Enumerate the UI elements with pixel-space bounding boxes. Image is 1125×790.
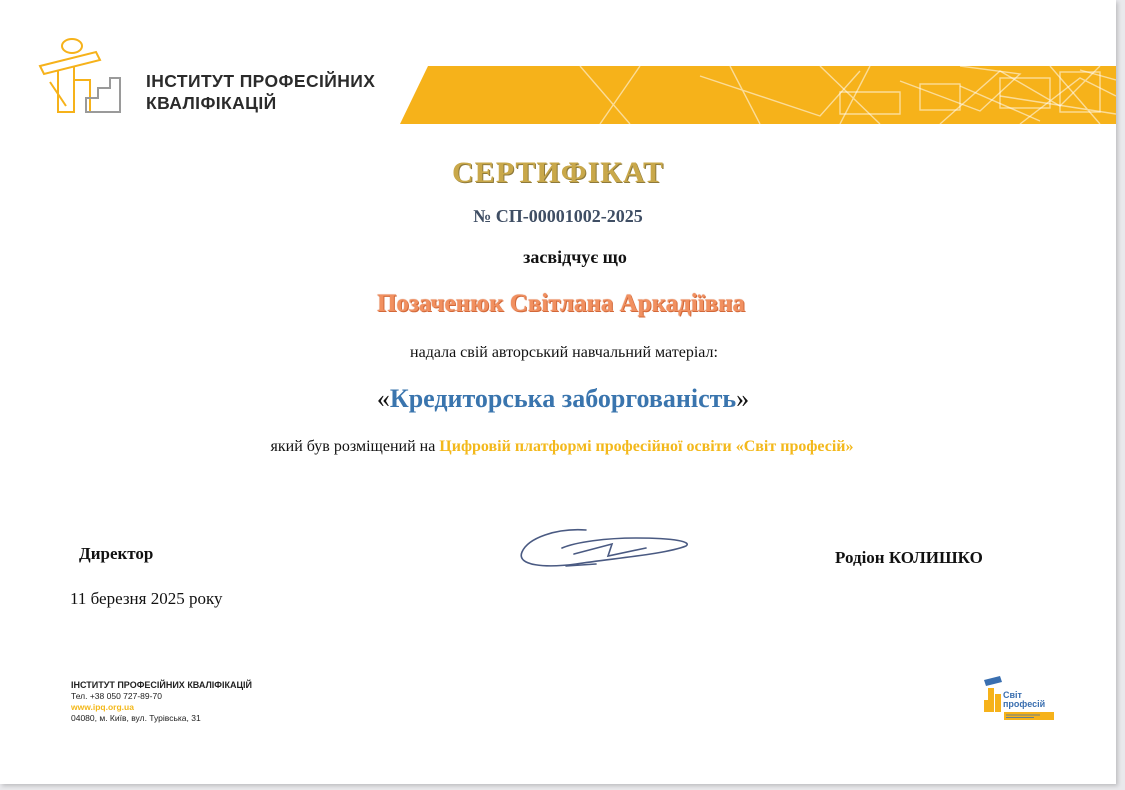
certificate-title: СЕРТИФІКАТ (452, 156, 664, 189)
quote-close: » (736, 384, 750, 413)
footer-org-name: ІНСТИТУТ ПРОФЕСІЙНИХ КВАЛІФІКАЦІЙ (71, 680, 253, 690)
certifies-text: засвідчує що (523, 247, 627, 267)
signature-icon (516, 524, 692, 574)
footer-contacts (71, 680, 252, 724)
institute-name-line2: КВАЛІФІКАЦІЙ (146, 93, 277, 113)
placement-line (0, 438, 1116, 456)
svit-logo-line1: Світ (1003, 690, 1022, 700)
svit-logo-line2: професій (1003, 699, 1046, 709)
institute-logo-icon (36, 36, 122, 116)
submitted-text: надала свій авторський навчальний матеріал: (410, 344, 718, 361)
signer-name: Родіон КОЛИШКО (835, 548, 983, 567)
material-title: Кредиторська заборгованість (389, 384, 737, 413)
certificate-number: № СП-00001002-2025 (473, 206, 643, 226)
footer-phone: Тел. +38 050 727-89-70 (71, 691, 162, 701)
header-decorative-band (400, 66, 1116, 124)
svit-profesii-logo-text (1003, 691, 1045, 709)
director-role: Директор (79, 544, 154, 563)
material-line (0, 384, 1116, 414)
placed-text: який був розміщений на (270, 438, 440, 455)
footer-website-link[interactable]: www.ipq.org.ua (71, 702, 134, 712)
platform-name: Цифровій платформі професійної освіти «Світ професій» (439, 438, 854, 455)
quote-open: « (376, 384, 390, 413)
institute-name-line1: ІНСТИТУТ ПРОФЕСІЙНИХ (146, 71, 376, 91)
issue-date: 11 березня 2025 року (70, 589, 223, 608)
recipient-name: Позаченюк Світлана Аркадіївна (376, 290, 746, 317)
footer-address: 04080, м. Київ, вул. Турівська, 31 (71, 713, 201, 723)
institute-name (146, 70, 375, 114)
